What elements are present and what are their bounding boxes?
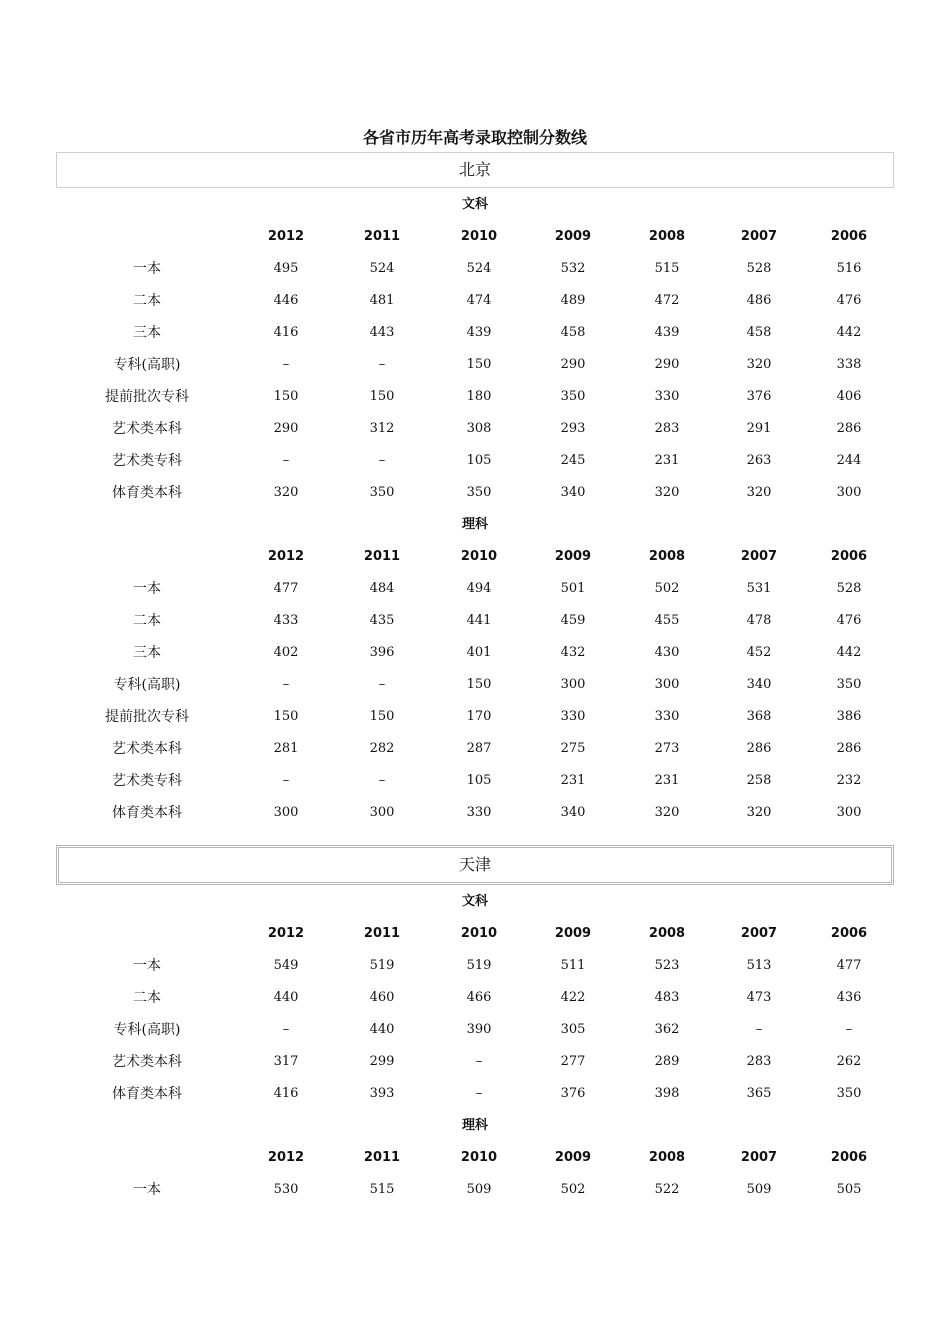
category-title: 文科 [461,894,488,909]
score-cell: 396 [369,645,395,660]
year-header-cell: 2008 [648,549,686,564]
score-cell: 245 [560,453,586,468]
table-row [0,765,950,797]
score-cell: 523 [654,958,680,973]
table-row [0,285,950,317]
row-label: 一本 [133,958,161,974]
year-header-cell: 2009 [554,549,592,564]
score-cell: 522 [654,1182,680,1197]
score-cell: – [378,773,386,788]
score-cell: – [282,677,290,692]
score-cell: 350 [836,677,862,692]
table-row [0,637,950,669]
year-header-cell: 2007 [740,1150,778,1165]
year-header-cell: 2006 [830,549,868,564]
score-cell: – [282,357,290,372]
table-row [0,1014,950,1046]
score-cell: 494 [466,581,492,596]
row-label: 二本 [133,990,161,1006]
table-row [0,477,950,509]
score-cell: 436 [836,990,862,1005]
score-cell: 416 [273,1086,299,1101]
year-header-cell: 2010 [460,549,498,564]
score-cell: 476 [836,613,862,628]
score-cell: 516 [836,261,862,276]
region-header: 北京 [56,152,894,188]
score-cell: 231 [560,773,586,788]
score-cell: 312 [369,421,395,436]
year-header-cell: 2011 [363,229,401,244]
table-row [0,669,950,701]
score-cell: 513 [746,958,772,973]
row-label: 提前批次专科 [105,709,189,725]
score-cell: 478 [746,613,772,628]
category-title: 文科 [461,197,488,212]
score-cell: 528 [746,261,772,276]
score-cell: 320 [746,805,772,820]
score-cell: 281 [273,741,299,756]
score-cell: – [475,1054,483,1069]
score-cell: 446 [273,293,299,308]
year-header-cell: 2012 [267,1150,305,1165]
year-header-cell: 2010 [460,1150,498,1165]
score-cell: 433 [273,613,299,628]
row-label: 提前批次专科 [105,389,189,405]
score-cell: 105 [466,453,492,468]
score-cell: 150 [273,709,299,724]
score-cell: 489 [560,293,586,308]
score-cell: 150 [466,357,492,372]
score-cell: 376 [560,1086,586,1101]
score-cell: 105 [466,773,492,788]
score-cell: 511 [560,958,586,973]
year-header-cell: 2009 [554,229,592,244]
score-cell: 458 [746,325,772,340]
score-cell: 477 [836,958,862,973]
score-cell: – [282,1022,290,1037]
year-header-cell: 2011 [363,1150,401,1165]
score-cell: 365 [746,1086,772,1101]
score-cell: 286 [836,741,862,756]
row-label: 艺术类本科 [112,421,182,437]
year-header-cell: 2007 [740,229,778,244]
table-row [0,797,950,829]
year-header-cell: 2012 [267,229,305,244]
row-label: 艺术类本科 [112,1054,182,1070]
score-cell: 300 [273,805,299,820]
score-cell: 286 [836,421,862,436]
score-cell: 443 [369,325,395,340]
year-header-cell: 2006 [830,1150,868,1165]
row-label: 一本 [133,261,161,277]
year-header-cell: 2009 [554,926,592,941]
table-row [0,1174,950,1206]
score-cell: 531 [746,581,772,596]
score-cell: 300 [654,677,680,692]
year-header-cell: 2006 [830,926,868,941]
score-cell: 287 [466,741,492,756]
score-cell: 340 [746,677,772,692]
score-cell: 232 [836,773,862,788]
score-cell: 291 [746,421,772,436]
score-cell: 290 [273,421,299,436]
score-cell: – [282,453,290,468]
score-cell: 502 [560,1182,586,1197]
score-cell: – [378,357,386,372]
table-row [0,982,950,1014]
score-cell: 452 [746,645,772,660]
table-row [0,381,950,413]
score-cell: 320 [654,485,680,500]
year-header-cell: 2007 [740,926,778,941]
score-cell: 340 [560,805,586,820]
score-cell: 530 [273,1182,299,1197]
score-cell: 472 [654,293,680,308]
score-cell: 273 [654,741,680,756]
score-cell: 402 [273,645,299,660]
year-header-cell: 2008 [648,926,686,941]
row-label: 体育类本科 [112,485,182,501]
score-cell: 350 [466,485,492,500]
score-cell: 440 [273,990,299,1005]
score-cell: 406 [836,389,862,404]
score-cell: 338 [836,357,862,372]
score-cell: 455 [654,613,680,628]
score-cell: 170 [466,709,492,724]
score-cell: 519 [369,958,395,973]
score-cell: 502 [654,581,680,596]
score-cell: – [755,1022,763,1037]
score-cell: 484 [369,581,395,596]
score-cell: 300 [369,805,395,820]
score-cell: 441 [466,613,492,628]
table-row [0,701,950,733]
score-cell: 300 [836,805,862,820]
year-header-cell: 2006 [830,229,868,244]
score-cell: 340 [560,485,586,500]
score-cell: 320 [746,357,772,372]
table-row [0,349,950,381]
score-cell: 524 [369,261,395,276]
score-cell: 290 [654,357,680,372]
score-cell: – [845,1022,853,1037]
score-cell: 474 [466,293,492,308]
score-cell: 289 [654,1054,680,1069]
score-cell: 320 [746,485,772,500]
table-row [0,445,950,477]
year-header-cell: 2009 [554,1150,592,1165]
score-cell: 486 [746,293,772,308]
row-label: 二本 [133,293,161,309]
table-row [0,317,950,349]
score-cell: 416 [273,325,299,340]
row-label: 三本 [133,325,161,341]
score-cell: 519 [466,958,492,973]
score-cell: 458 [560,325,586,340]
year-header-row [0,221,950,253]
year-header-cell: 2012 [267,926,305,941]
row-label: 体育类本科 [112,805,182,821]
row-label: 一本 [133,581,161,597]
score-cell: 330 [654,709,680,724]
year-header-cell: 2011 [363,549,401,564]
score-cell: 330 [654,389,680,404]
score-cell: 290 [560,357,586,372]
score-cell: – [475,1086,483,1101]
score-cell: 528 [836,581,862,596]
table-row [0,1078,950,1110]
score-cell: 401 [466,645,492,660]
score-cell: 422 [560,990,586,1005]
category-title: 理科 [461,1118,488,1133]
row-label: 三本 [133,645,161,661]
year-header-cell: 2010 [460,926,498,941]
score-cell: 286 [746,741,772,756]
score-cell: 308 [466,421,492,436]
score-cell: 231 [654,453,680,468]
year-header-cell: 2008 [648,1150,686,1165]
score-cell: 430 [654,645,680,660]
score-cell: 350 [369,485,395,500]
score-cell: 515 [369,1182,395,1197]
score-cell: 442 [836,645,862,660]
score-cell: 362 [654,1022,680,1037]
score-cell: 473 [746,990,772,1005]
row-label: 艺术类本科 [112,741,182,757]
score-cell: 459 [560,613,586,628]
score-cell: 231 [654,773,680,788]
row-label: 专科(高职) [113,677,181,693]
year-header-cell: 2007 [740,549,778,564]
score-cell: 435 [369,613,395,628]
score-cell: 150 [369,389,395,404]
score-cell: 283 [654,421,680,436]
score-cell: 293 [560,421,586,436]
year-header-cell: 2011 [363,926,401,941]
score-cell: 320 [273,485,299,500]
score-cell: 439 [466,325,492,340]
score-cell: 263 [746,453,772,468]
score-cell: 481 [369,293,395,308]
score-cell: 495 [273,261,299,276]
score-cell: 439 [654,325,680,340]
score-cell: 477 [273,581,299,596]
score-cell: 466 [466,990,492,1005]
year-header-cell: 2008 [648,229,686,244]
table-row [0,413,950,445]
score-cell: 505 [836,1182,862,1197]
table-row [0,573,950,605]
category-title: 理科 [461,517,488,532]
score-cell: 386 [836,709,862,724]
score-cell: 398 [654,1086,680,1101]
score-cell: 320 [654,805,680,820]
score-cell: 299 [369,1054,395,1069]
year-header-row [0,918,950,950]
score-cell: – [378,453,386,468]
row-label: 二本 [133,613,161,629]
score-cell: 258 [746,773,772,788]
score-cell: 376 [746,389,772,404]
score-cell: 283 [746,1054,772,1069]
table-row [0,950,950,982]
year-header-row [0,1142,950,1174]
score-cell: 300 [836,485,862,500]
score-cell: 515 [654,261,680,276]
score-cell: 350 [560,389,586,404]
table-row [0,733,950,765]
score-cell: 432 [560,645,586,660]
page-title: 各省市历年高考录取控制分数线 [362,128,587,147]
score-cell: 282 [369,741,395,756]
table-row [0,605,950,637]
score-cell: 244 [836,453,862,468]
score-cell: 532 [560,261,586,276]
row-label: 一本 [133,1182,161,1198]
score-cell: 180 [466,389,492,404]
score-cell: 150 [273,389,299,404]
year-header-cell: 2012 [267,549,305,564]
table-row [0,253,950,285]
row-label: 专科(高职) [113,357,181,373]
row-label: 艺术类专科 [112,453,182,469]
score-cell: 150 [466,677,492,692]
row-label: 艺术类专科 [112,773,182,789]
score-cell: 300 [560,677,586,692]
score-cell: 483 [654,990,680,1005]
score-cell: 509 [746,1182,772,1197]
score-cell: 150 [369,709,395,724]
score-cell: 549 [273,958,299,973]
score-cell: 330 [466,805,492,820]
score-cell: 350 [836,1086,862,1101]
region-header: 天津 [56,845,894,885]
score-cell: 330 [560,709,586,724]
score-cell: 501 [560,581,586,596]
year-header-cell: 2010 [460,229,498,244]
score-cell: 275 [560,741,586,756]
score-cell: 390 [466,1022,492,1037]
score-cell: 317 [273,1054,299,1069]
year-header-row [0,541,950,573]
score-cell: 476 [836,293,862,308]
score-cell: 524 [466,261,492,276]
score-cell: 442 [836,325,862,340]
score-cell: 368 [746,709,772,724]
score-cell: 262 [836,1054,862,1069]
row-label: 专科(高职) [113,1022,181,1038]
row-label: 体育类本科 [112,1086,182,1102]
score-cell: – [282,773,290,788]
table-row [0,1046,950,1078]
score-cell: 305 [560,1022,586,1037]
score-cell: – [378,677,386,692]
score-cell: 277 [560,1054,586,1069]
score-cell: 509 [466,1182,492,1197]
score-cell: 460 [369,990,395,1005]
score-cell: 393 [369,1086,395,1101]
score-cell: 440 [369,1022,395,1037]
